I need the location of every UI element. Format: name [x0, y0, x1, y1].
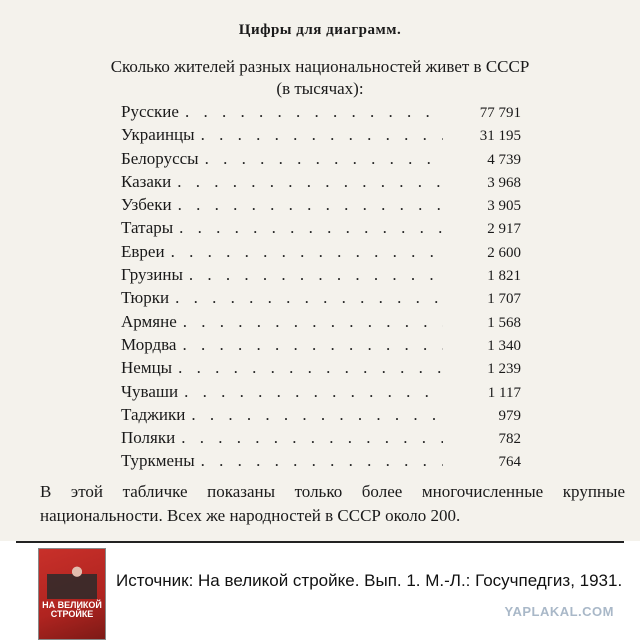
nationality-name: Русские [121, 102, 179, 121]
population-value: 979 [498, 407, 521, 424]
dot-leader [201, 125, 443, 145]
nationality-name: Татары [121, 218, 174, 238]
table-row [121, 288, 521, 311]
dot-leader [171, 242, 443, 262]
dot-leader [201, 451, 443, 471]
table-row [121, 172, 521, 195]
table-row [121, 451, 521, 474]
book-cover-thumbnail [38, 548, 106, 640]
dot-leader [177, 172, 443, 192]
population-table [121, 102, 521, 475]
population-value: 1 707 [487, 291, 521, 308]
nationality-name: Мордва [121, 334, 177, 354]
nationality-name: Евреи [121, 241, 165, 261]
dot-leader [178, 195, 443, 215]
table-row [121, 382, 521, 405]
table-row [121, 358, 521, 381]
table-row [121, 149, 521, 172]
nationality-name: Тюрки [121, 288, 170, 308]
dot-leader [191, 405, 443, 425]
source-citation: Источник: На великой стройке. Вып. 1. М.-Л.: Госучпедгиз, 1931. [116, 571, 623, 590]
nationality-name: Туркмены [121, 451, 195, 471]
table-row [121, 242, 521, 265]
caption-line-1: Сколько жителей разных национальностей живет в СССР [110, 57, 530, 76]
table-row [121, 218, 521, 241]
population-value: 4 739 [487, 151, 521, 168]
nationality-name: Грузины [121, 265, 183, 285]
population-value: 77 791 [479, 105, 521, 121]
watermark: YAPLAKAL.COM [504, 604, 614, 619]
population-value: 2 600 [487, 244, 521, 261]
table-row [121, 102, 521, 125]
population-value: 1 239 [487, 361, 521, 378]
table-row [121, 125, 521, 148]
nationality-name: Узбеки [121, 195, 172, 215]
dot-leader [181, 428, 443, 448]
table-caption [0, 56, 640, 100]
population-value: 1 568 [487, 314, 521, 331]
nationality-name: Немцы [121, 358, 173, 378]
page-title: Цифры для диаграмм. [238, 22, 402, 38]
table-row [121, 312, 521, 335]
dot-leader [182, 335, 443, 355]
cover-title: НА ВЕЛИКОЙ СТРОЙКЕ [42, 600, 102, 619]
population-value: 1 117 [487, 384, 521, 401]
nationality-name: Поляки [121, 428, 176, 448]
caption-line-2: (в тысячах): [276, 79, 364, 98]
nationality-name: Чуваши [121, 381, 179, 401]
table-row [121, 335, 521, 358]
population-value: 3 968 [487, 174, 521, 191]
dot-leader [179, 218, 443, 238]
table-row [121, 428, 521, 451]
table-row [121, 195, 521, 218]
dot-leader [183, 312, 443, 332]
nationality-name: Белоруссы [121, 148, 199, 168]
population-value: 31 195 [479, 128, 521, 145]
population-value: 782 [498, 431, 521, 448]
dot-leader [178, 358, 443, 378]
nationality-name: Украинцы [121, 125, 195, 145]
nationality-name: Таджики [121, 404, 186, 424]
population-value: 1 340 [487, 337, 521, 354]
dot-leader [184, 382, 443, 402]
table-row [121, 265, 521, 288]
dot-leader [175, 288, 443, 308]
table-row [121, 405, 521, 428]
population-value: 764 [498, 454, 521, 471]
population-value: 3 905 [487, 198, 521, 215]
dot-leader [189, 265, 443, 285]
footnote: В этой табличке показаны только более многочисленные крупные национальности. Всех же народностей в СССР около 200. [40, 482, 625, 525]
divider [16, 541, 624, 543]
dot-leader [185, 102, 443, 122]
population-value: 2 917 [487, 221, 521, 238]
nationality-name: Казаки [121, 171, 172, 191]
cover-illustration [47, 557, 97, 599]
nationality-name: Армяне [121, 311, 177, 331]
population-value: 1 821 [487, 268, 521, 285]
dot-leader [205, 149, 443, 169]
